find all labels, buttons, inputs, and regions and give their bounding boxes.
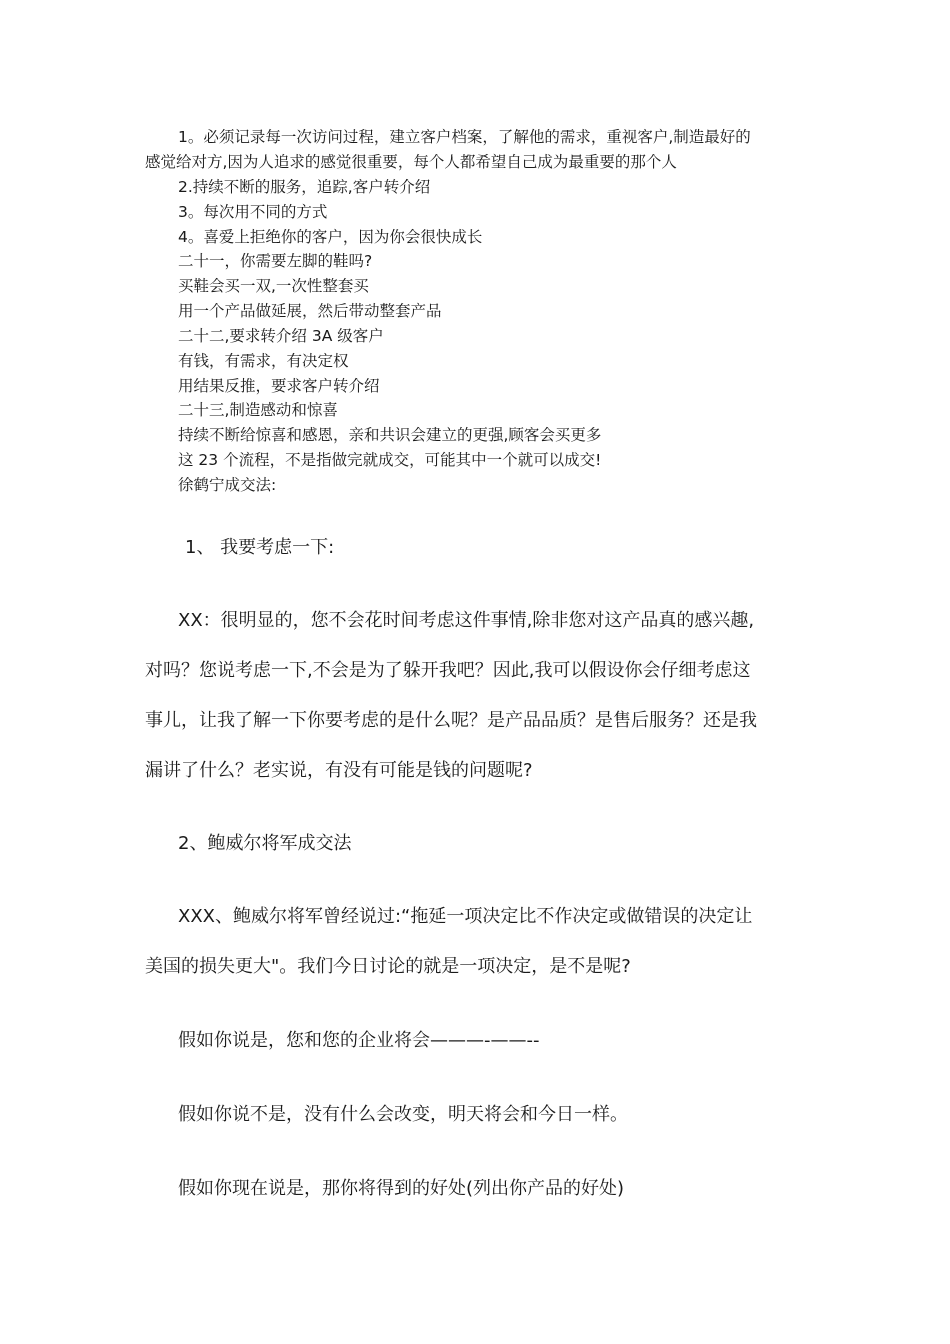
intro-line: 二十三,制造感动和惊喜	[178, 401, 338, 419]
section-2-now-line: 假如你现在说是，那你将得到的好处(列出你产品的好处)	[178, 1178, 625, 1199]
intro-line: 买鞋会买一双,一次性整套买	[178, 277, 369, 295]
intro-line: 用结果反推，要求客户转介绍	[178, 377, 380, 395]
section-2-heading: 2、鲍威尔将军成交法	[178, 833, 352, 854]
section-2-no-line: 假如你说不是，没有什么会改变，明天将会和今日一样。	[178, 1104, 628, 1125]
section-2-yes-line: 假如你说是，您和您的企业将会———-——--	[178, 1030, 540, 1051]
section-1-heading: 1、 我要考虑一下:	[185, 537, 335, 558]
intro-line: 持续不断给惊喜和感恩，亲和共识会建立的更强,顾客会买更多	[178, 426, 602, 444]
section-1-paragraph-line: XX：很明显的，您不会花时间考虑这件事情,除非您对这产品真的感兴趣,	[178, 610, 755, 631]
section-2-paragraph-line: XXX、鲍威尔将军曾经说过:“拖延一项决定比不作决定或做错误的决定让	[178, 906, 753, 927]
section-1-paragraph-line: 事儿，让我了解一下你要考虑的是什么呢？是产品品质？是售后服务？还是我	[145, 710, 757, 731]
intro-line: 3。每次用不同的方式	[178, 203, 328, 221]
intro-line: 1。必须记录每一次访问过程，建立客户档案，了解他的需求，重视客户,制造最好的	[178, 128, 751, 146]
intro-line: 二十一，你需要左脚的鞋吗?	[178, 252, 373, 270]
intro-line: 用一个产品做延展，然后带动整套产品	[178, 302, 442, 320]
intro-line: 徐鹤宁成交法:	[178, 476, 277, 494]
intro-line: 有钱，有需求，有决定权	[178, 352, 349, 370]
intro-line: 2.持续不断的服务，追踪,客户转介绍	[178, 178, 431, 196]
section-1-paragraph-line: 对吗？您说考虑一下,不会是为了躲开我吧？因此,我可以假设你会仔细考虑这	[145, 660, 751, 681]
intro-line: 这 23 个流程，不是指做完就成交，可能其中一个就可以成交!	[178, 451, 602, 469]
intro-line: 4。喜爱上拒绝你的客户，因为你会很快成长	[178, 228, 483, 246]
intro-line: 二十二,要求转介绍 3A 级客户	[178, 327, 384, 345]
section-1-paragraph-line: 漏讲了什么？老实说，有没有可能是钱的问题呢?	[145, 760, 533, 781]
section-2-paragraph-line: 美国的损失更大"。我们今日讨论的就是一项决定，是不是呢?	[145, 956, 631, 977]
intro-line: 感觉给对方,因为人追求的感觉很重要，每个人都希望自己成为最重要的那个人	[145, 153, 677, 171]
